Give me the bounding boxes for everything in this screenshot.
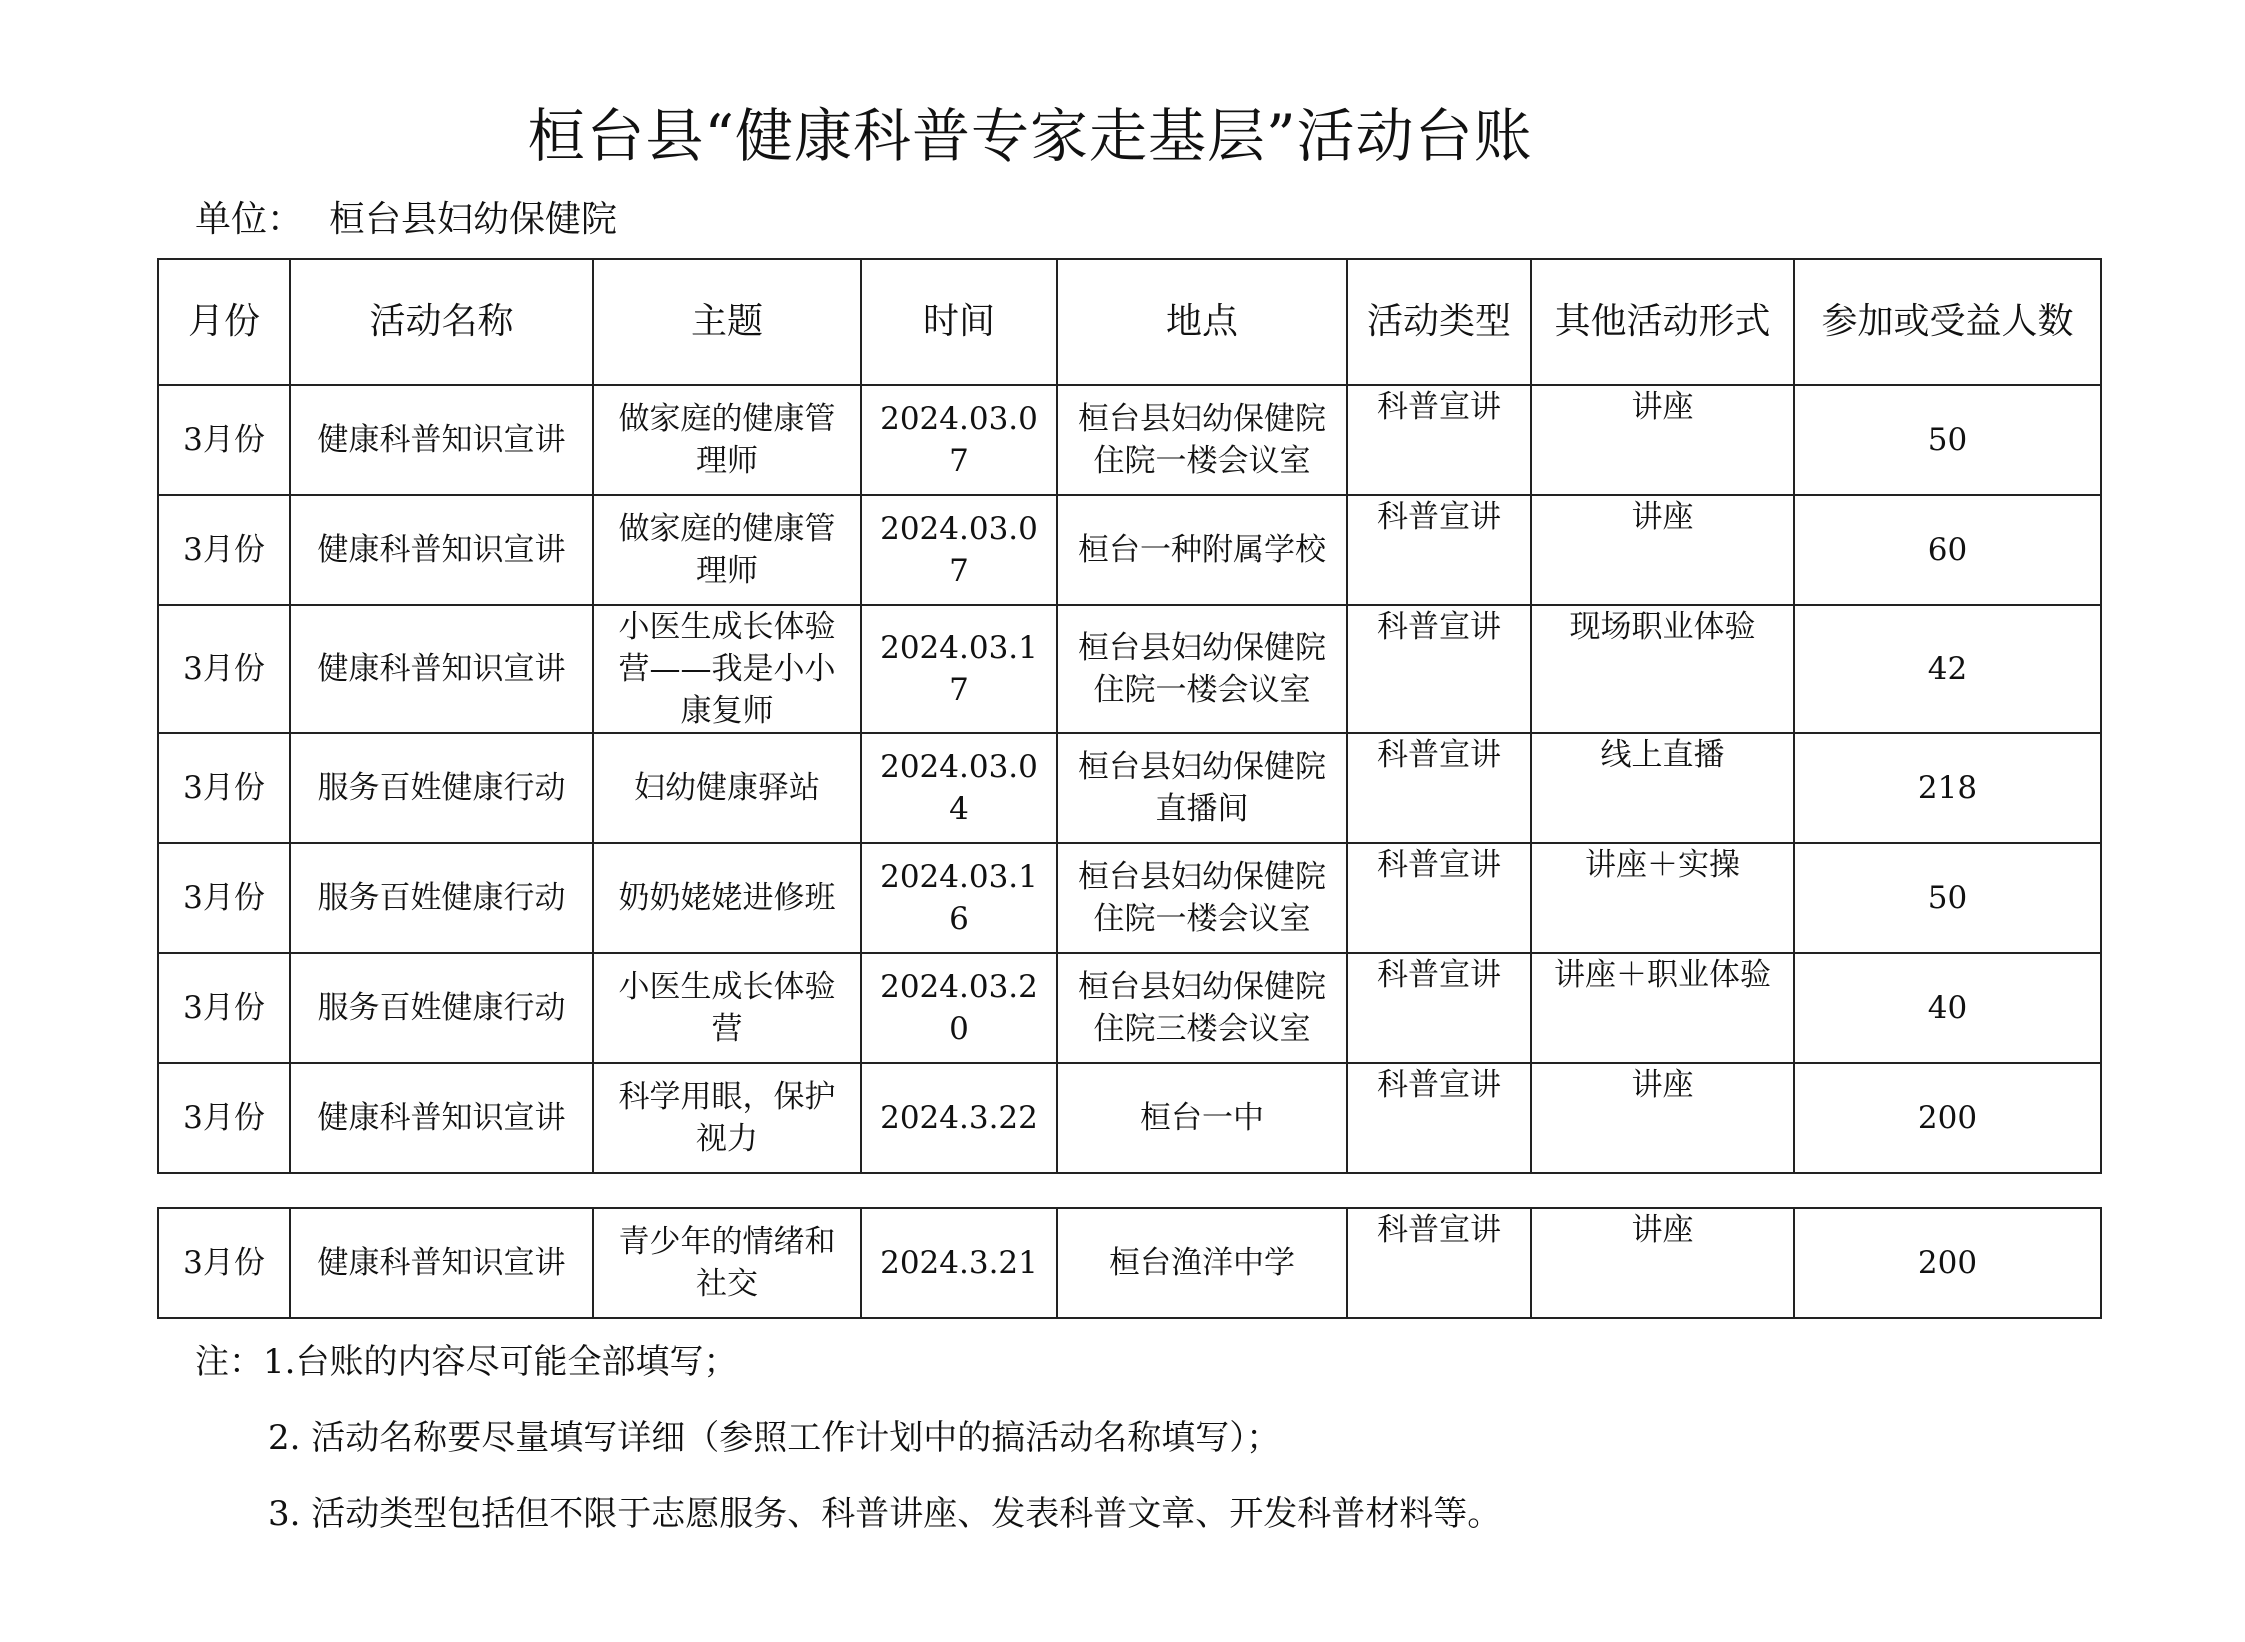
activity-type-cell: 科普宣讲 [1347,1063,1531,1173]
date-cell: 2024.03.20 [861,953,1057,1063]
column-header: 其他活动形式 [1531,259,1794,385]
page-title: 桓台县“健康科普专家走基层”活动台账 [527,102,1533,170]
other-form-cell: 讲座 [1531,1063,1794,1173]
theme-cell: 奶奶姥姥进修班 [593,843,861,953]
participants-cell: 218 [1794,733,2101,843]
other-form-cell: 讲座 [1531,385,1794,495]
theme-cell: 做家庭的健康管理师 [593,495,861,605]
column-header: 参加或受益人数 [1794,259,2101,385]
month-cell: 3月份 [158,1063,290,1173]
month-cell: 3月份 [158,495,290,605]
activity-name-cell: 服务百姓健康行动 [290,953,593,1063]
participants-cell: 60 [1794,495,2101,605]
theme-cell: 青少年的情绪和社交 [593,1208,861,1318]
table-row [158,1063,2101,1173]
theme-cell: 妇幼健康驿站 [593,733,861,843]
date-cell: 2024.03.16 [861,843,1057,953]
ledger-table [157,258,2102,1174]
table-row [158,605,2101,733]
column-header: 时间 [861,259,1057,385]
table-row [158,385,2101,495]
month-cell: 3月份 [158,843,290,953]
participants-cell: 40 [1794,953,2101,1063]
month-cell: 3月份 [158,385,290,495]
activity-name-cell: 健康科普知识宣讲 [290,1063,593,1173]
other-form-cell: 讲座 [1531,1208,1794,1318]
date-cell: 2024.3.22 [861,1063,1057,1173]
activity-name-cell: 健康科普知识宣讲 [290,385,593,495]
unit-label: 单位： [195,199,304,240]
participants-cell: 200 [1794,1208,2101,1318]
activity-name-cell: 健康科普知识宣讲 [290,605,593,733]
theme-cell: 做家庭的健康管理师 [593,385,861,495]
activity-type-cell: 科普宣讲 [1347,843,1531,953]
note-1: 注：1.台账的内容尽可能全部填写； [195,1342,738,1382]
month-cell: 3月份 [158,733,290,843]
table-row [158,733,2101,843]
column-header: 月份 [158,259,290,385]
participants-cell: 42 [1794,605,2101,733]
unit-value: 桓台县妇幼保健院 [329,199,618,240]
month-cell: 3月份 [158,953,290,1063]
date-cell: 2024.03.04 [861,733,1057,843]
place-cell: 桓台县妇幼保健院住院一楼会议室 [1057,843,1347,953]
month-cell: 3月份 [158,605,290,733]
date-cell: 2024.03.07 [861,385,1057,495]
other-form-cell: 线上直播 [1531,733,1794,843]
activity-type-cell: 科普宣讲 [1347,733,1531,843]
column-header: 主题 [593,259,861,385]
activity-name-cell: 服务百姓健康行动 [290,843,593,953]
activity-name-cell: 服务百姓健康行动 [290,733,593,843]
note-3: 3. 活动类型包括但不限于志愿服务、科普讲座、发表科普文章、开发科普材料等。 [268,1494,1502,1534]
column-header: 活动名称 [290,259,593,385]
place-cell: 桓台一中 [1057,1063,1347,1173]
header-row [158,259,2101,385]
date-cell: 2024.3.21 [861,1208,1057,1318]
theme-cell: 小医生成长体验营 [593,953,861,1063]
place-cell: 桓台县妇幼保健院直播间 [1057,733,1347,843]
month-cell: 3月份 [158,1208,290,1318]
activity-name-cell: 健康科普知识宣讲 [290,495,593,605]
ledger-table-continued [157,1207,2102,1319]
other-form-cell: 讲座＋职业体验 [1531,953,1794,1063]
activity-type-cell: 科普宣讲 [1347,1208,1531,1318]
place-cell: 桓台一种附属学校 [1057,495,1347,605]
date-cell: 2024.03.07 [861,495,1057,605]
participants-cell: 200 [1794,1063,2101,1173]
other-form-cell: 讲座 [1531,495,1794,605]
column-header: 地点 [1057,259,1347,385]
table-row [158,953,2101,1063]
theme-cell: 小医生成长体验营——我是小小康复师 [593,605,861,733]
note-2: 2. 活动名称要尽量填写详细（参照工作计划中的搞活动名称填写）； [268,1418,1281,1458]
other-form-cell: 现场职业体验 [1531,605,1794,733]
place-cell: 桓台县妇幼保健院住院一楼会议室 [1057,605,1347,733]
table-row [158,495,2101,605]
activity-name-cell: 健康科普知识宣讲 [290,1208,593,1318]
activity-type-cell: 科普宣讲 [1347,385,1531,495]
activity-type-cell: 科普宣讲 [1347,605,1531,733]
participants-cell: 50 [1794,843,2101,953]
place-cell: 桓台渔洋中学 [1057,1208,1347,1318]
date-cell: 2024.03.17 [861,605,1057,733]
table-row [158,843,2101,953]
theme-cell: 科学用眼，保护视力 [593,1063,861,1173]
other-form-cell: 讲座＋实操 [1531,843,1794,953]
place-cell: 桓台县妇幼保健院住院一楼会议室 [1057,385,1347,495]
column-header: 活动类型 [1347,259,1531,385]
activity-type-cell: 科普宣讲 [1347,953,1531,1063]
unit-line [195,192,617,248]
place-cell: 桓台县妇幼保健院住院三楼会议室 [1057,953,1347,1063]
activity-type-cell: 科普宣讲 [1347,495,1531,605]
table-row [158,1208,2101,1318]
participants-cell: 50 [1794,385,2101,495]
